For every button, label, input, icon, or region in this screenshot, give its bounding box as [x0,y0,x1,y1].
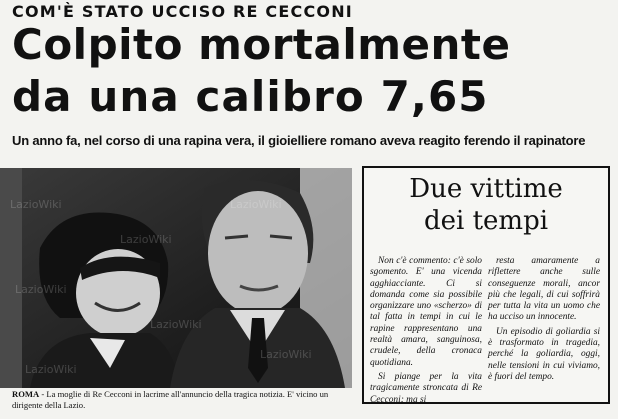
watermark-text: LazioWiki [260,348,312,361]
subheadline: Un anno fa, nel corso di una rapina vera, il gioielliere romano aveva reagito ferendo il rapinatore [12,133,586,148]
watermark-text: LazioWiki [150,318,202,331]
box-paragraph: Un episodio di goliardia si è trasformato in tragedia, perché la goliardia, oggi, nelle tensioni in cui viviamo, è fuori del tempo. [488,326,600,382]
box-title-line-2: dei tempi [423,206,549,236]
photo-illustration [0,168,352,388]
box-paragraph: Si piange per la vita tragicamente stroncata di Re Cecconi; ma si [370,371,482,405]
watermark-text: LazioWiki [25,363,77,376]
watermark-text: LazioWiki [120,233,172,246]
kicker: COM'È STATO UCCISO RE CECCONI [12,2,353,21]
watermark-text: LazioWiki [15,283,67,296]
box-paragraph: Non c'è commento: c'è solo sgomento. E' una vicenda agghiacciante. Ci si domanda come sia possibile organizzare uno «scherzo» di tal fatta in tempi in cui le rapine rappresentano una realtà amara, sanguinosa, crudele, della cronaca quotidiana. [370,256,482,368]
headline-line-1: Colpito mortalmente [12,20,511,69]
box-title-line-1: Due vittime [409,174,563,204]
watermark-text: LazioWiki [230,198,282,211]
box-paragraph: resta amaramente a riflettere anche sulle conseguenze morali, ancor più che legali, di cui soffrirà per tutta la vita un uomo che ha ucciso un innocente. [488,256,600,323]
caption-text: - La moglie di Re Cecconi in lacrime all'annuncio della tragica notizia. E' vicino un dirigente della Lazio. [12,389,329,410]
headline-line-2: da una calibro 7,65 [12,72,489,121]
box-column-left [370,256,482,409]
news-photo [0,168,352,388]
caption-city: ROMA [12,389,40,399]
watermark-text: LazioWiki [10,198,62,211]
sidebar-box [362,166,610,404]
photo-caption [12,389,357,411]
box-column-right [488,256,600,386]
